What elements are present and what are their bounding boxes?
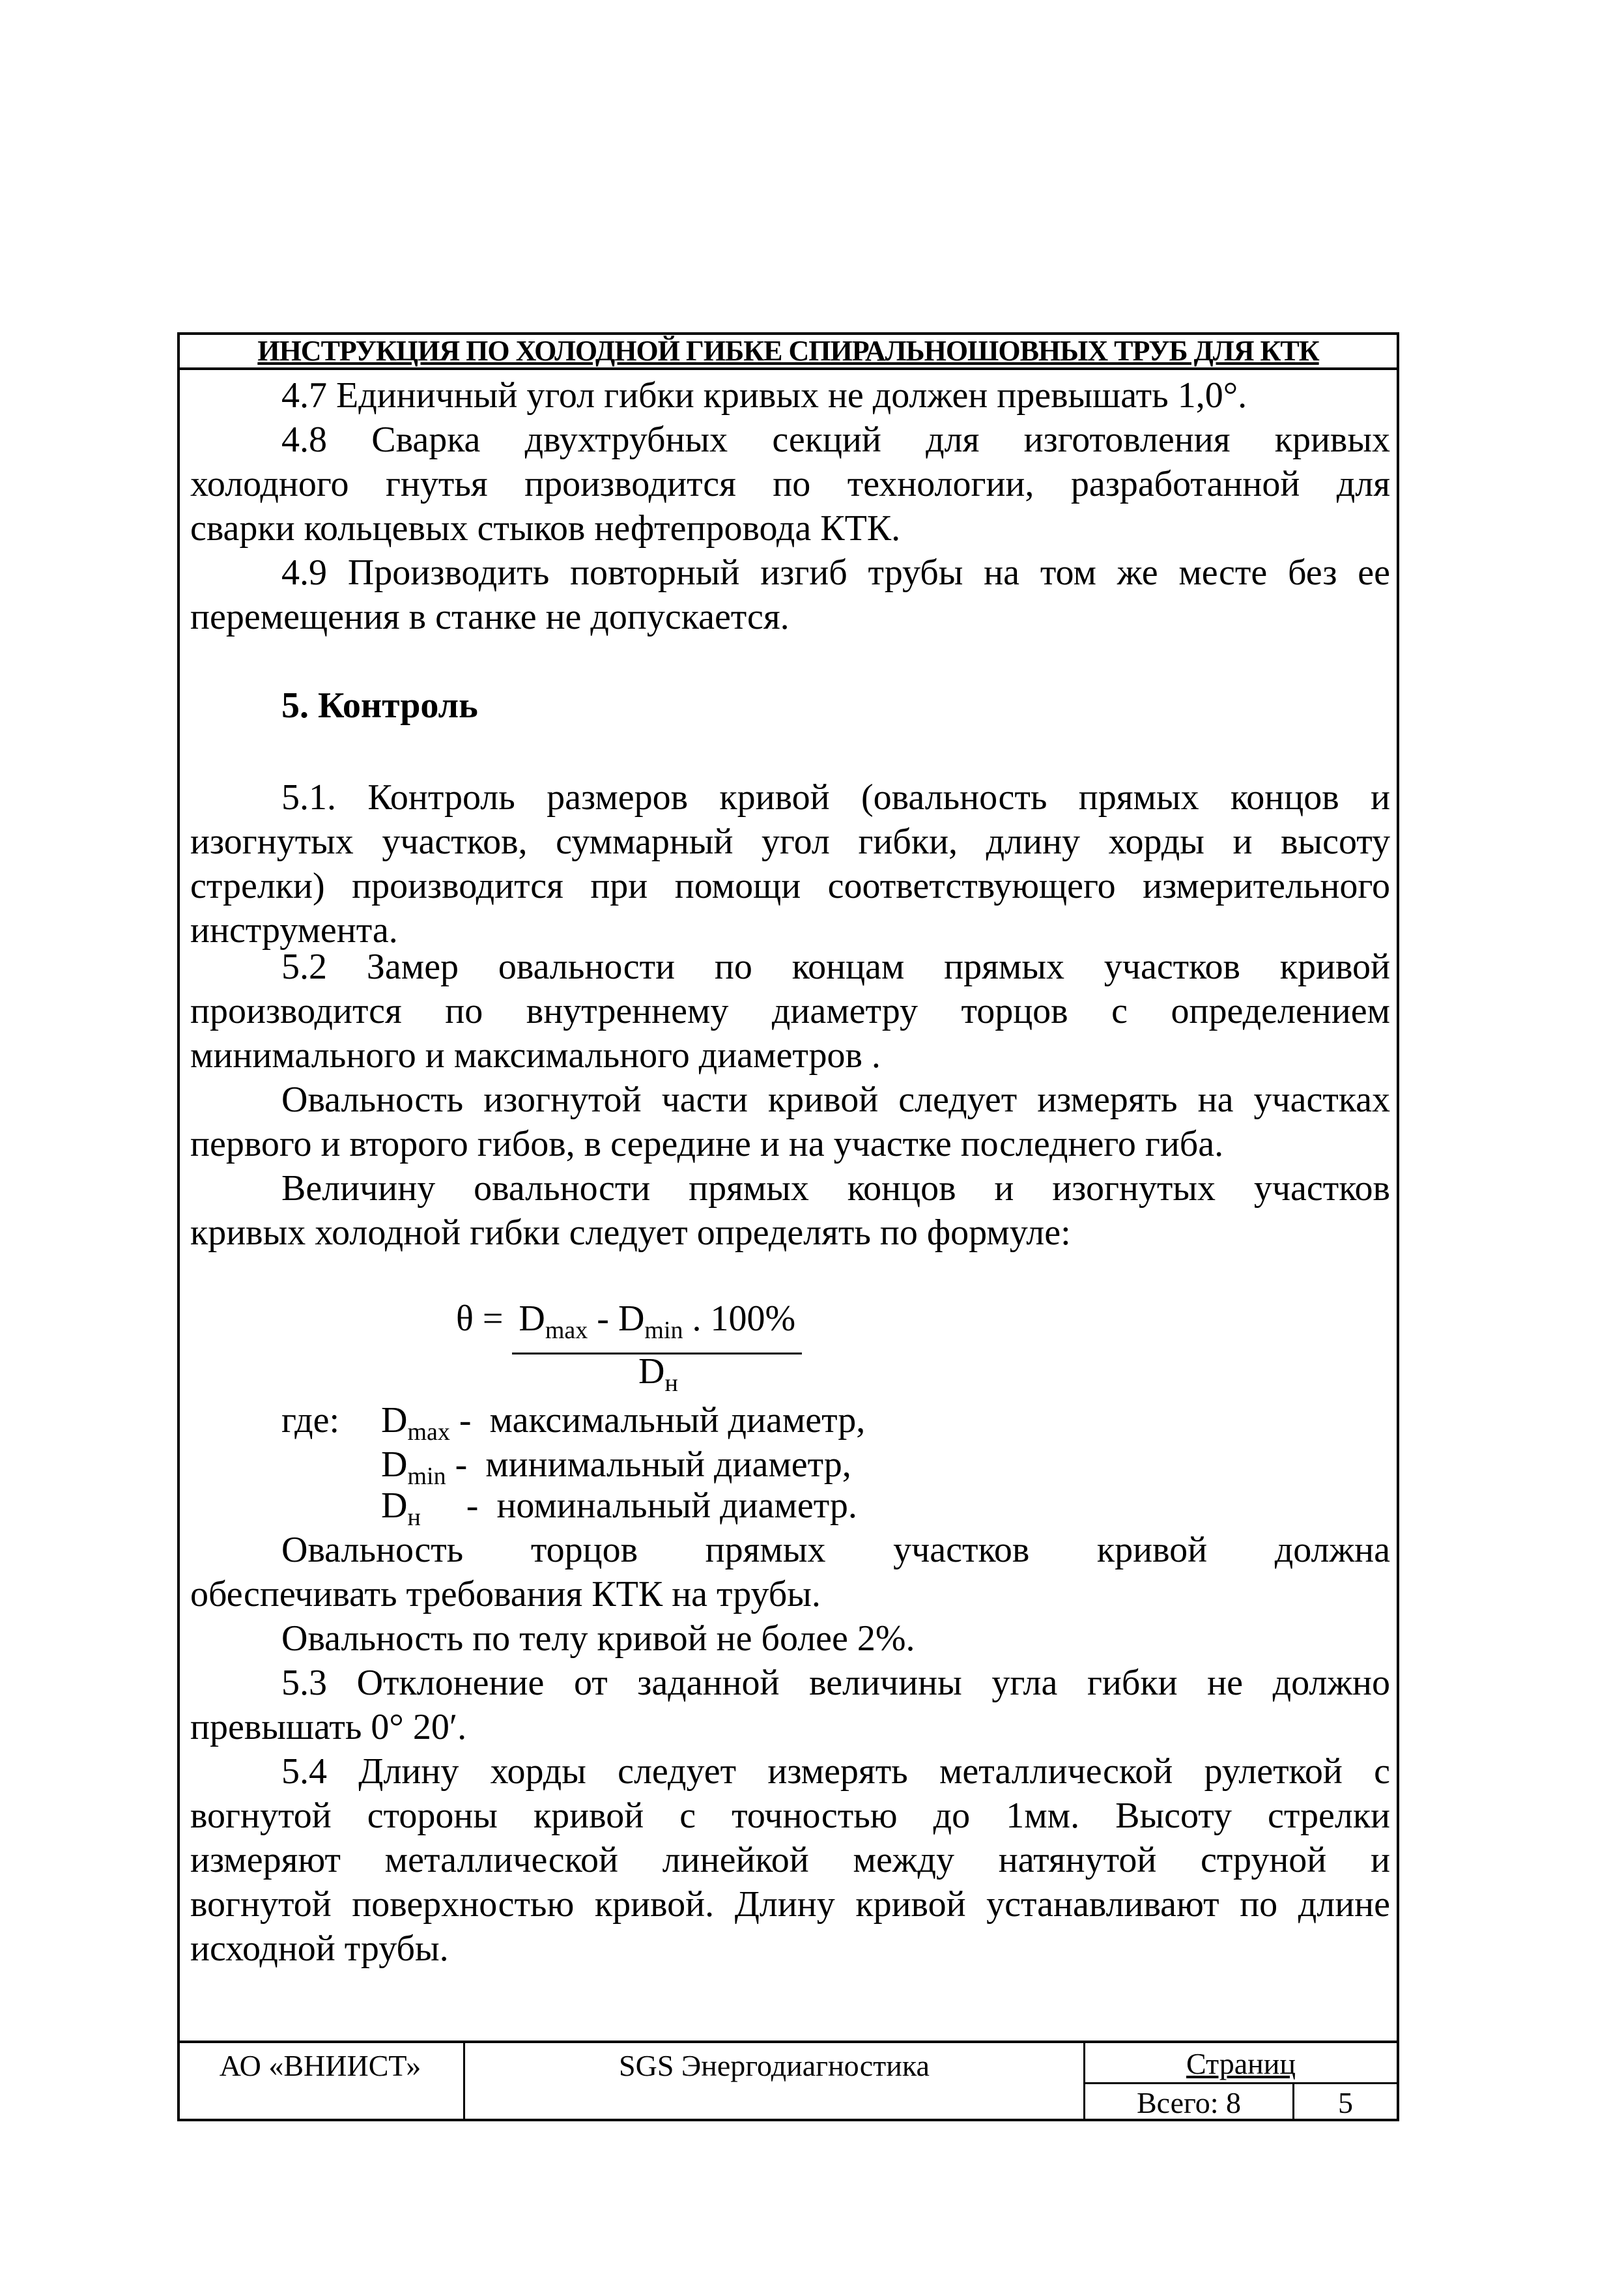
text-line: 5.2 Замер овальности по концам прямых участков кривой [281, 947, 1390, 987]
where-item-dmin: $D_{min}$ - минимальный диаметр, [381, 1444, 851, 1491]
text-line: исходной трубы. [190, 1928, 449, 1969]
paragraph-ovality-formula-intro [190, 1166, 1390, 1255]
text-line: измеряют металлической линейкой между натянутой струной и [190, 1840, 1390, 1880]
document-header-title: ИНСТРУКЦИЯ ПО ХОЛОДНОЙ ГИБКЕ СПИРАЛЬНОШОВНЫХ ТРУБ ДЛЯ КТК [177, 332, 1399, 370]
text-line: 5.1. Контроль размеров кривой (овальность прямых концов и [281, 777, 1390, 818]
text-line: изогнутых участков, суммарный угол гибки, длину хорды и высоту [190, 822, 1390, 862]
paragraph-ovality-bent [190, 1078, 1390, 1166]
formula-lhs: θ = [456, 1298, 504, 1339]
section-heading-5: 5. Контроль [281, 685, 478, 726]
text-line: Овальность по телу кривой не более 2%. [281, 1618, 915, 1659]
footer-company: SGS Энергодиагностика [465, 2043, 1085, 2121]
text-line: стрелки) производится при помощи соответствующего измерительного [190, 866, 1390, 906]
text-line: Величину овальности прямых концов и изогнутых участков [281, 1168, 1390, 1209]
text-line: 5.3 Отклонение от заданной величины угла гибки не должно [281, 1663, 1390, 1703]
text-line: 4.9 Производить повторный изгиб трубы на том же месте без ее [281, 552, 1390, 593]
paragraph-4-7 [190, 373, 1390, 418]
text-line: холодного гнутья производится по технологии, разработанной для [190, 464, 1390, 504]
text-line: инструмента. [190, 910, 398, 951]
paragraph-ovality-ends [190, 1528, 1390, 1616]
text-line: 4.8 Сварка двухтрубных секций для изготовления кривых [281, 420, 1390, 460]
formula-denominator: $D_н$ [638, 1351, 678, 1397]
paragraph-5-1 [190, 775, 1390, 953]
formula-numerator: $D_{max} - D_{min}$ . 100% [512, 1296, 802, 1354]
text-line: производится по внутреннему диаметру торцов с определением [190, 991, 1390, 1031]
footer-page-number: 5 [1338, 2086, 1353, 2119]
text-line: Овальность торцов прямых участков кривой должна [281, 1530, 1390, 1570]
text-line: вогнутой стороны кривой с точностью до 1мм. Высоту стрелки [190, 1796, 1390, 1836]
text-line: перемещения в станке не допускается. [190, 597, 790, 637]
text-line: сварки кольцевых стыков нефтепровода КТК. [190, 508, 901, 549]
text-line: минимального и максимального диаметров . [190, 1035, 881, 1076]
paragraph-ovality-body [190, 1616, 1390, 1661]
where-label: где: [281, 1400, 340, 1440]
text-line: первого и второго гибов, в середине и на участке последнего гиба. [190, 1124, 1224, 1164]
text-line: превышать 0° 20′. [190, 1707, 467, 1747]
footer-pages-label: Страниц [1085, 2043, 1397, 2084]
where-item-dn: $D_н$ - номинальный диаметр. [381, 1485, 857, 1532]
where-item-dmax: $D_{max}$ - максимальный диаметр, [381, 1400, 866, 1446]
paragraph-4-8 [190, 418, 1390, 551]
text-line: обеспечивать требования КТК на трубы. [190, 1574, 821, 1614]
ovality-formula [456, 1296, 802, 1354]
paragraph-5-4 [190, 1749, 1390, 1971]
text-line: вогнутой поверхностью кривой. Длину кривой устанавливают по длине [190, 1884, 1390, 1925]
paragraph-5-2 [190, 945, 1390, 1078]
footer-org: АО «ВНИИСТ» [177, 2043, 465, 2121]
paragraph-4-9 [190, 551, 1390, 639]
paragraph-5-3 [190, 1661, 1390, 1749]
text-line: 5.4 Длину хорды следует измерять металлической рулеткой с [281, 1751, 1390, 1792]
text-line: Овальность изогнутой части кривой следует измерять на участках [281, 1080, 1390, 1120]
text-line: кривых холодной гибки следует определять по формуле: [190, 1212, 1071, 1253]
text-line: 4.7 Единичный угол гибки кривых не должен превышать 1,0°. [281, 375, 1247, 416]
footer-total-pages: Всего: 8 [1085, 2084, 1294, 2121]
footer-table [177, 2041, 1399, 2121]
